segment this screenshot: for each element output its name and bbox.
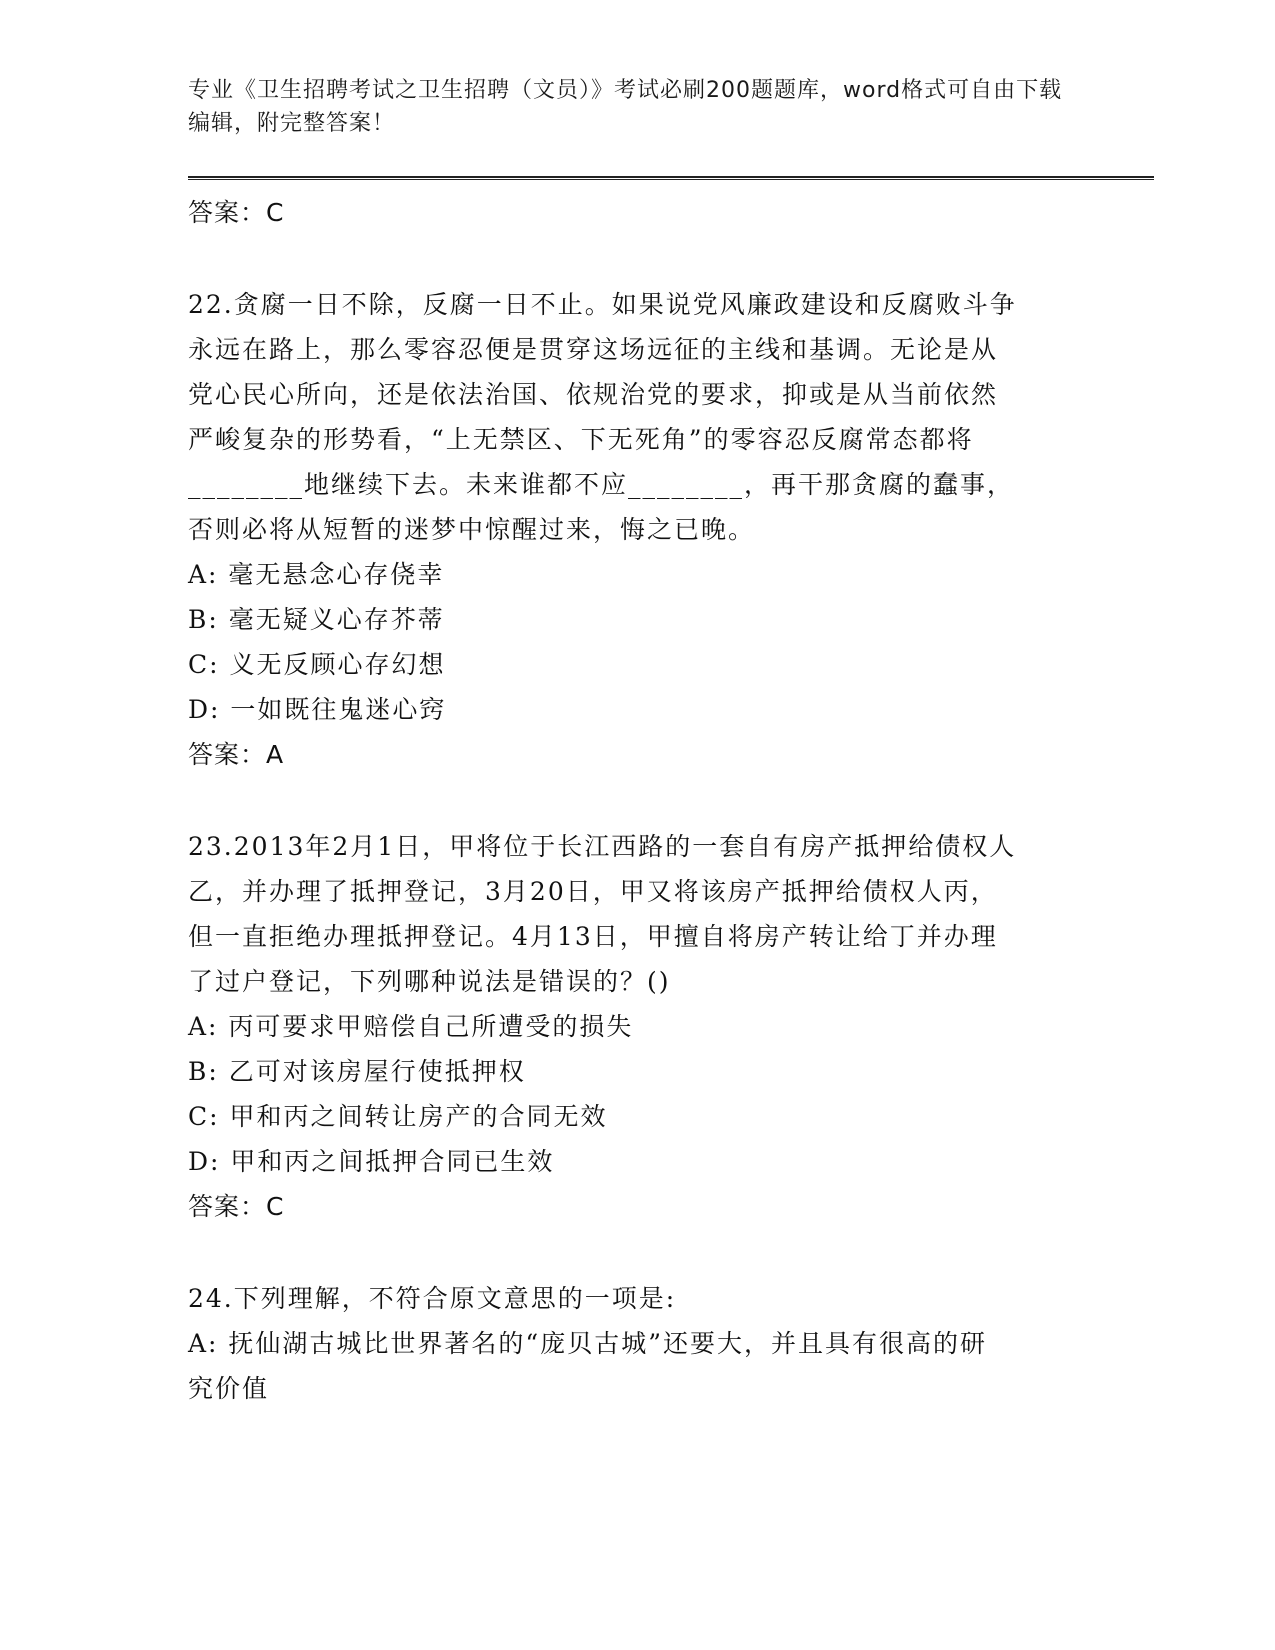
- question-text-line: 24.下列理解，不符合原文意思的一项是:: [188, 1284, 677, 1313]
- option-b: B: 毫无疑义心存芥蒂: [188, 605, 445, 634]
- answer-22: 答案：A: [188, 740, 285, 769]
- option-a: A: 毫无悬念心存侥幸: [188, 560, 445, 589]
- option-a: A: 丙可要求甲赔偿自己所遭受的损失: [188, 1012, 634, 1041]
- question-text-line: ________地继续下去。未来谁都不应________，再干那贪腐的蠢事，: [188, 470, 1015, 499]
- document-body: [188, 190, 1088, 1411]
- document-header: [188, 74, 1078, 140]
- question-text-line: 但一直拒绝办理抵押登记。4月13日，甲擅自将房产转让给丁并办理: [188, 922, 998, 951]
- question-text-line: 严峻复杂的形势看，“上无禁区、下无死角”的零容忍反腐常态都将: [188, 425, 974, 454]
- question-text-line: 否则必将从短暂的迷梦中惊醒过来，悔之已晚。: [188, 515, 756, 544]
- question-text-line: 了过户登记，下列哪种说法是错误的？(): [188, 967, 671, 996]
- option-d: D: 一如既往鬼迷心窍: [188, 695, 447, 724]
- option-a: A: 抚仙湖古城比世界著名的“庞贝古城”还要大，并且具有很高的研: [188, 1329, 987, 1358]
- question-text-line: 23.2013年2月1日，甲将位于长江西路的一套自有房产抵押给债权人: [188, 832, 1017, 861]
- option-c: C: 义无反顾心存幻想: [188, 650, 446, 679]
- option-c: C: 甲和丙之间转让房产的合同无效: [188, 1102, 608, 1131]
- question-24: [188, 1276, 1088, 1411]
- spacer: [188, 778, 1088, 824]
- question-23: [188, 824, 1088, 1230]
- header-divider: [188, 176, 1154, 180]
- question-text-line: 永远在路上，那么零容忍便是贯穿这场远征的主线和基调。无论是从: [188, 335, 999, 364]
- answer-23: 答案：C: [188, 1192, 285, 1221]
- option-d: D: 甲和丙之间抵押合同已生效: [188, 1147, 555, 1176]
- spacer: [188, 236, 1088, 282]
- question-text-line: 乙，并办理了抵押登记，3月20日，甲又将该房产抵押给债权人丙，: [188, 877, 998, 906]
- question-text-line: 党心民心所向，还是依法治国、依规治党的要求，抑或是从当前依然: [188, 380, 999, 409]
- option-b: B: 乙可对该房屋行使抵押权: [188, 1057, 526, 1086]
- question-22: [188, 282, 1088, 778]
- option-a-continued: 究价值: [188, 1374, 270, 1403]
- previous-answer: 答案：C: [188, 198, 285, 227]
- question-text-line: 22.贪腐一日不除，反腐一日不止。如果说党风廉政建设和反腐败斗争: [188, 290, 1017, 319]
- spacer: [188, 1230, 1088, 1276]
- header-text: 专业《卫生招聘考试之卫生招聘（文员）》考试必刷200题题库，word格式可自由下载编辑，附完整答案！: [188, 78, 1063, 136]
